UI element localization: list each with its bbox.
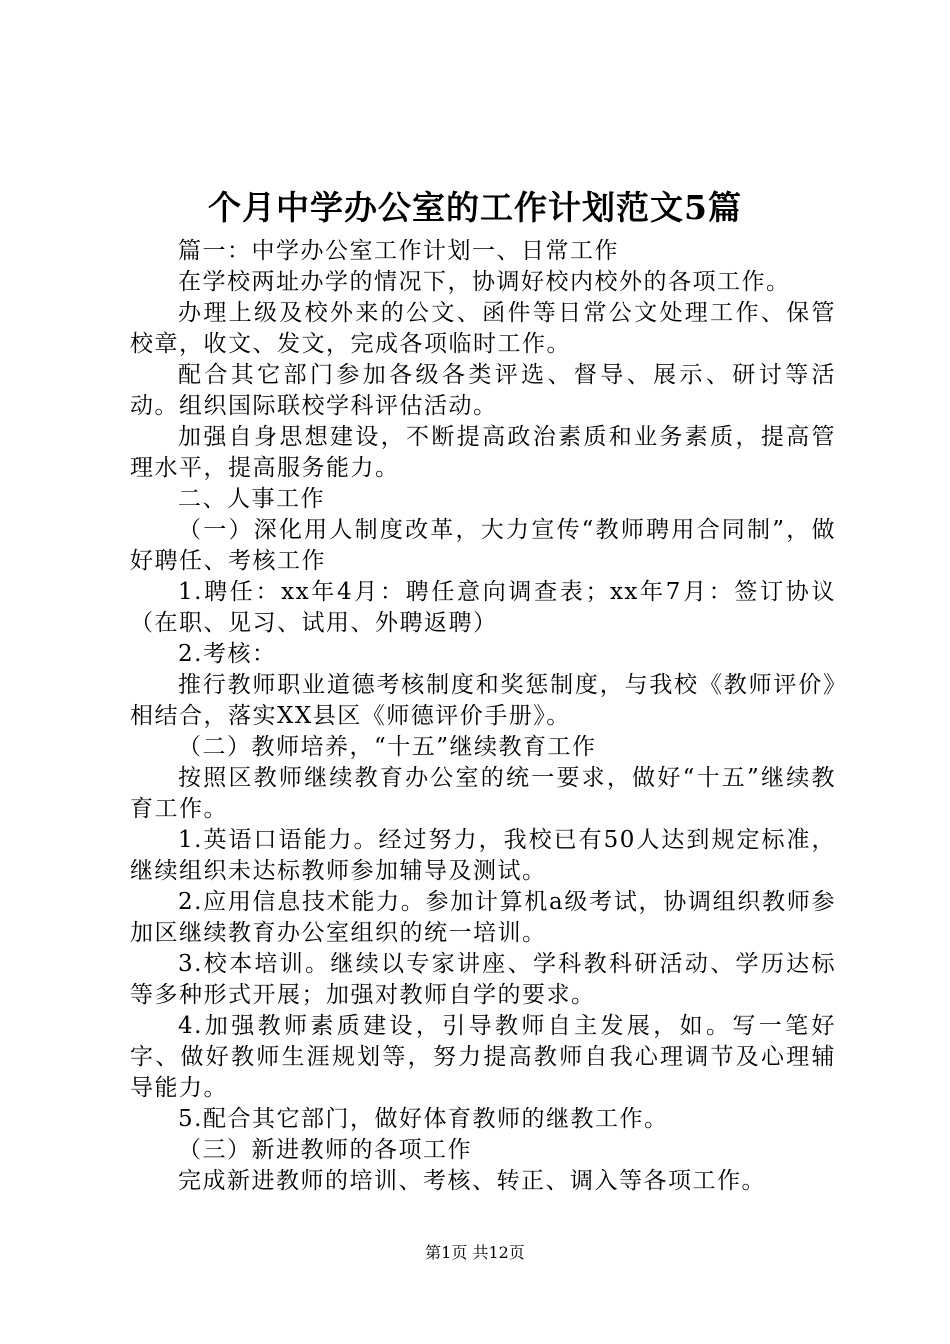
paragraph: 3.校本培训。继续以专家讲座、学科教科研活动、学历达标等多种形式开展；加强对教师自学的要求。 bbox=[130, 951, 836, 1008]
paragraph: 2.应用信息技术能力。参加计算机a级考试，协调组织教师参加区继续教育办公室组织的统一培训。 bbox=[130, 889, 836, 946]
paragraph: 加强自身思想建设，不断提高政治素质和业务素质，提高管理水平，提高服务能力。 bbox=[130, 424, 836, 481]
document-body bbox=[130, 236, 836, 1197]
paragraph: 在学校两址办学的情况下，协调好校内校外的各项工作。 bbox=[178, 269, 791, 295]
paragraph: 按照区教师继续教育办公室的统一要求，做好“十五”继续教育工作。 bbox=[130, 765, 836, 822]
subsection-heading: （二）教师培养，“十五”继续教育工作 bbox=[178, 734, 597, 760]
paragraph: 配合其它部门参加各级各类评选、督导、展示、研讨等活动。组织国际联校学科评估活动。 bbox=[130, 362, 836, 419]
paragraph: 篇一：中学办公室工作计划一、日常工作 bbox=[178, 238, 619, 264]
paragraph: 1.英语口语能力。经过努力，我校已有50人达到规定标准，继续组织未达标教师参加辅导及测试。 bbox=[130, 827, 836, 884]
page-footer: 第1页 共12页 bbox=[425, 1243, 525, 1262]
subsection-heading: （三）新进教师的各项工作 bbox=[178, 1137, 472, 1163]
paragraph: 2.考核： bbox=[178, 641, 277, 667]
document-title: 个月中学办公室的工作计划范文5篇 bbox=[208, 188, 742, 227]
paragraph: 推行教师职业道德考核制度和奖惩制度，与我校《教师评价》相结合，落实XX县区《师德评价手册》。 bbox=[130, 672, 836, 729]
paragraph: 5.配合其它部门，做好体育教师的继教工作。 bbox=[178, 1106, 669, 1132]
subsection-heading: （一）深化用人制度改革，大力宣传“教师聘用合同制”，做好聘任、考核工作 bbox=[130, 517, 836, 574]
paragraph: 办理上级及校外来的公文、函件等日常公文处理工作、保管校章，收文、发文，完成各项临时工作。 bbox=[130, 300, 836, 357]
section-heading: 二、人事工作 bbox=[178, 486, 325, 512]
paragraph: 完成新进教师的培训、考核、转正、调入等各项工作。 bbox=[178, 1168, 766, 1194]
paragraph: 1.聘任：xx年4月：聘任意向调查表；xx年7月：签订协议（在职、见习、试用、外聘返聘） bbox=[130, 579, 836, 636]
paragraph: 4.加强教师素质建设，引导教师自主发展，如。写一笔好字、做好教师生涯规划等，努力提高教师自我心理调节及心理辅导能力。 bbox=[130, 1013, 836, 1101]
